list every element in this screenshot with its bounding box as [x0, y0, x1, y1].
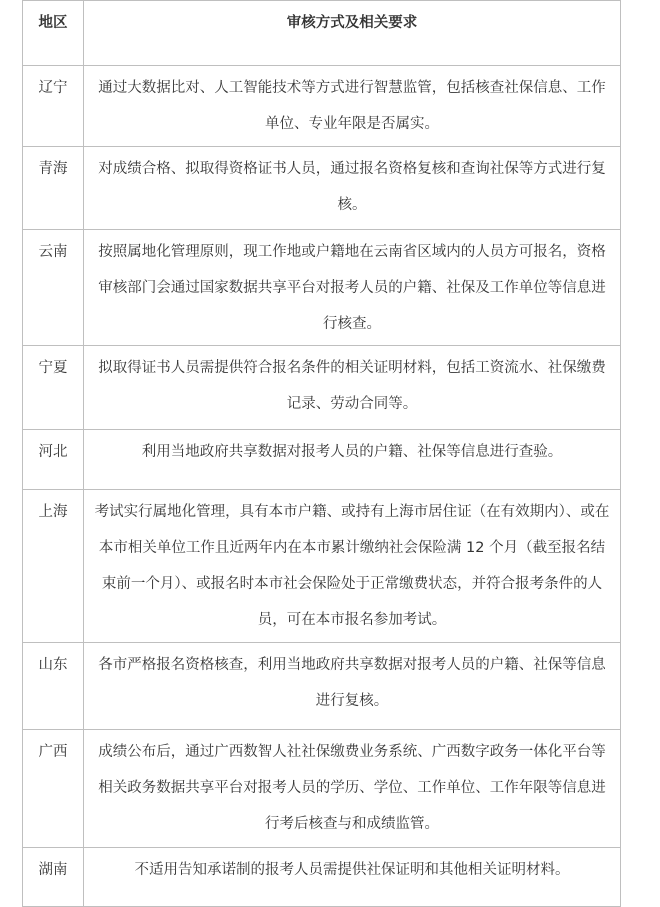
requirement-cell: 拟取得证书人员需提供符合报名条件的相关证明材料，包括工资流水、社保缴费记录、劳动合同等。: [84, 346, 621, 430]
table-header-row: [23, 1, 621, 66]
table-row: [23, 147, 621, 230]
requirement-cell: 通过大数据比对、人工智能技术等方式进行智慧监管，包括核查社保信息、工作单位、专业年限是否属实。: [84, 66, 621, 147]
header-requirement: 审核方式及相关要求: [84, 1, 621, 66]
requirement-cell: 不适用告知承诺制的报考人员需提供社保证明和其他相关证明材料。: [84, 848, 621, 907]
region-cell: 上海: [23, 490, 84, 643]
region-cell: 青海: [23, 147, 84, 230]
requirement-cell: 对成绩合格、拟取得资格证书人员，通过报名资格复核和查询社保等方式进行复核。: [84, 147, 621, 230]
table-row: [23, 643, 621, 730]
table-row: [23, 490, 621, 643]
table-row: [23, 730, 621, 848]
region-cell: 宁夏: [23, 346, 84, 430]
region-cell: 广西: [23, 730, 84, 848]
table-row: [23, 848, 621, 907]
requirement-cell: 成绩公布后，通过广西数智人社社保缴费业务系统、广西数字政务一体化平台等相关政务数据共享平台对报考人员的学历、学位、工作单位、工作年限等信息进行考后核查与和成绩监管。: [84, 730, 621, 848]
region-cell: 湖南: [23, 848, 84, 907]
requirement-cell: 利用当地政府共享数据对报考人员的户籍、社保等信息进行查验。: [84, 430, 621, 490]
table-row: [23, 230, 621, 346]
table-row: [23, 346, 621, 430]
header-region: 地区: [23, 1, 84, 66]
region-cell: 河北: [23, 430, 84, 490]
region-cell: 山东: [23, 643, 84, 730]
region-cell: 辽宁: [23, 66, 84, 147]
requirement-cell: 按照属地化管理原则，现工作地或户籍地在云南省区域内的人员方可报名，资格审核部门会通过国家数据共享平台对报考人员的户籍、社保及工作单位等信息进行核查。: [84, 230, 621, 346]
requirement-cell: 考试实行属地化管理，具有本市户籍、或持有上海市居住证（在有效期内）、或在本市相关单位工作且近两年内在本市累计缴纳社会保险满 12 个月（截至报名结束前一个月）、或报名时本市社会保险处于正常缴费状态，并符合报考条件的人员，可在本市报名参加考试。: [84, 490, 621, 643]
table-row: [23, 66, 621, 147]
table-row: [23, 430, 621, 490]
requirement-cell: 各市严格报名资格核查，利用当地政府共享数据对报考人员的户籍、社保等信息进行复核。: [84, 643, 621, 730]
region-cell: 云南: [23, 230, 84, 346]
review-requirements-table: [22, 0, 621, 907]
